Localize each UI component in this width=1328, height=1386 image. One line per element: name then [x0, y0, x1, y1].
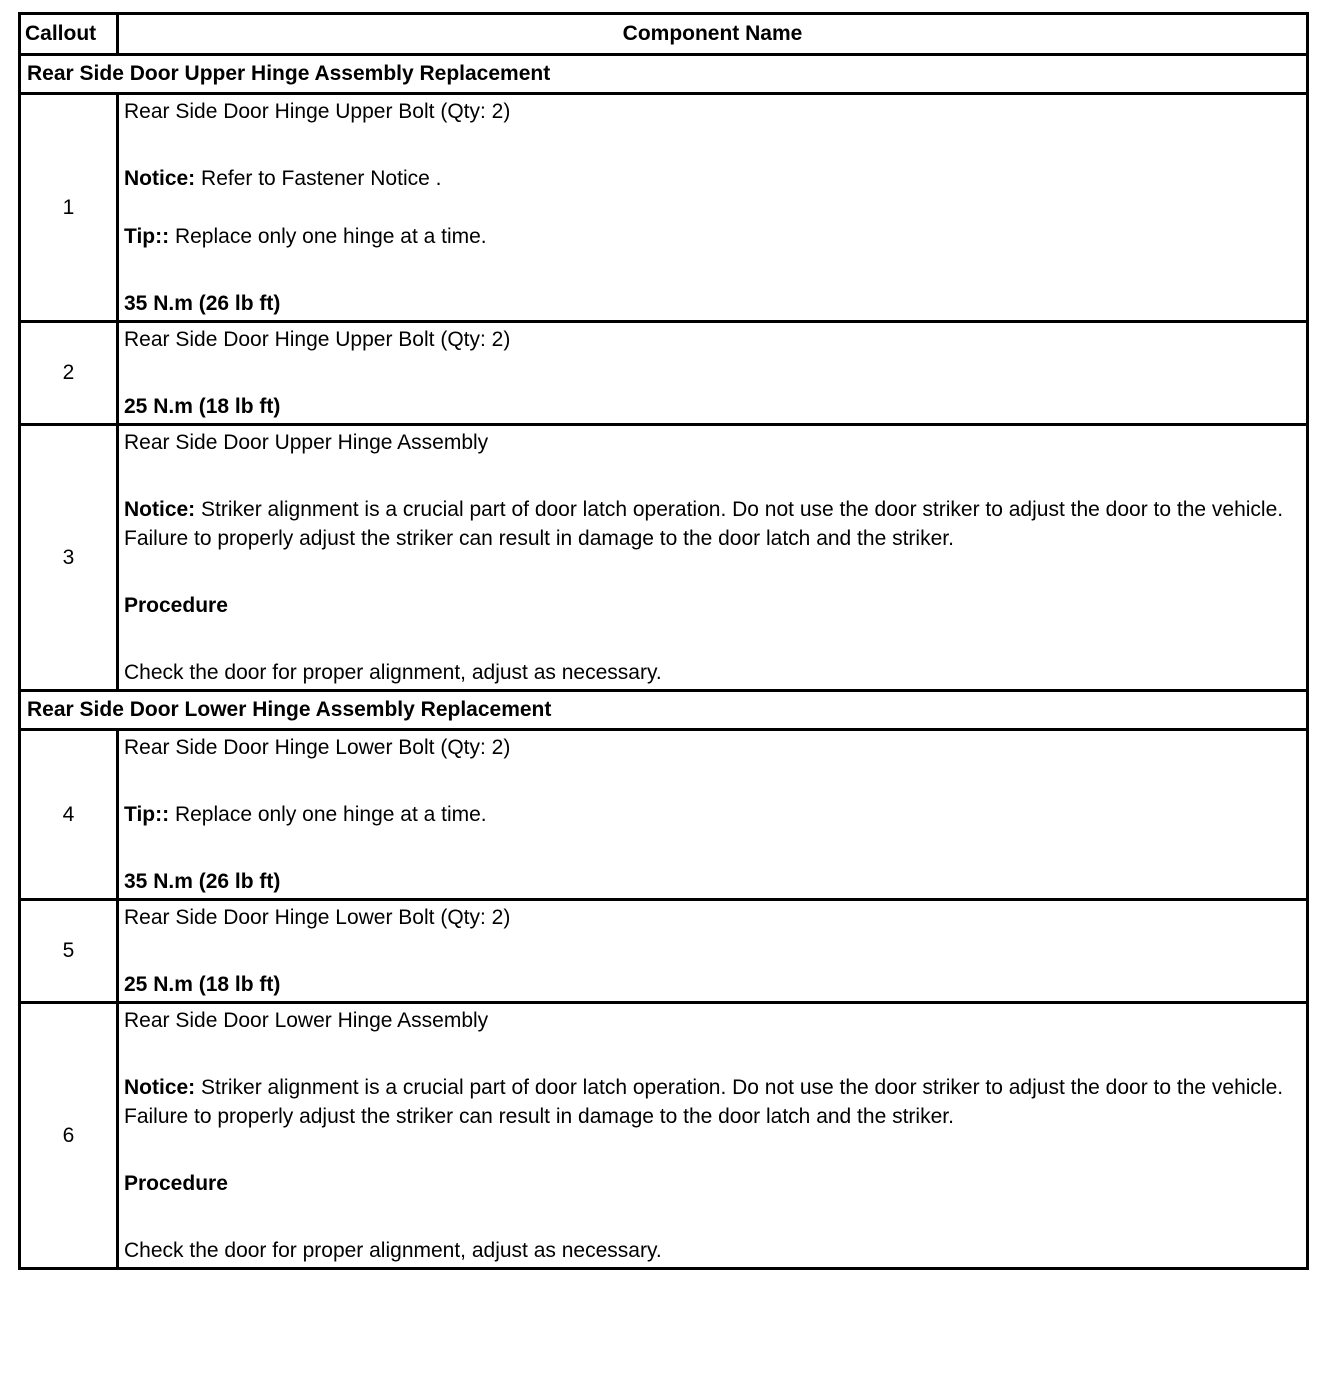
callout-number: 3	[20, 425, 118, 691]
torque-spec: 25 N.m (18 lb ft)	[124, 973, 281, 996]
procedure-label: Procedure	[124, 1172, 228, 1195]
tip-label: Tip::	[124, 803, 170, 826]
tip-body: Replace only one hinge at a time.	[169, 803, 487, 826]
section-title: Rear Side Door Lower Hinge Assembly Replacement	[20, 691, 1308, 730]
table-row	[20, 94, 1308, 322]
procedure-text: Check the door for proper alignment, adjust as necessary.	[124, 1239, 662, 1262]
component-name: Rear Side Door Upper Hinge Assembly	[124, 431, 489, 454]
notice-body: Refer to Fastener Notice .	[195, 167, 442, 190]
table-row	[20, 322, 1308, 425]
callout-number: 1	[20, 94, 118, 322]
callout-number: 5	[20, 900, 118, 1003]
component-cell	[118, 730, 1308, 900]
component-cell	[118, 94, 1308, 322]
component-cell	[118, 900, 1308, 1003]
component-cell	[118, 1003, 1308, 1269]
component-name: Rear Side Door Hinge Upper Bolt (Qty: 2)	[124, 328, 511, 351]
torque-spec: 25 N.m (18 lb ft)	[124, 395, 281, 418]
notice-text	[124, 495, 1290, 553]
section-row-lower-hinge	[20, 691, 1308, 730]
notice-label: Notice:	[124, 1076, 196, 1099]
procedure-text: Check the door for proper alignment, adjust as necessary.	[124, 661, 662, 684]
component-table	[18, 12, 1309, 1270]
torque-spec: 35 N.m (26 lb ft)	[124, 292, 281, 315]
component-cell	[118, 425, 1308, 691]
table-row	[20, 425, 1308, 691]
procedure-label: Procedure	[124, 594, 228, 617]
notice-text	[124, 164, 1290, 193]
component-name-column-header: Component Name	[118, 14, 1308, 55]
tip-label: Tip::	[124, 225, 170, 248]
table-header-row	[20, 14, 1308, 55]
section-title: Rear Side Door Upper Hinge Assembly Replacement	[20, 55, 1308, 94]
table-row	[20, 900, 1308, 1003]
component-cell	[118, 322, 1308, 425]
component-name: Rear Side Door Hinge Lower Bolt (Qty: 2)	[124, 906, 511, 929]
table-row	[20, 1003, 1308, 1269]
callout-number: 4	[20, 730, 118, 900]
notice-label: Notice:	[124, 498, 196, 521]
component-name: Rear Side Door Lower Hinge Assembly	[124, 1009, 489, 1032]
section-row-upper-hinge	[20, 55, 1308, 94]
tip-body: Replace only one hinge at a time.	[169, 225, 487, 248]
table-row	[20, 730, 1308, 900]
notice-body: Striker alignment is a crucial part of door latch operation. Do not use the door striker to adjust the door to the vehicle. Failure to properly adjust the striker can result in damage to the door latch and the striker.	[124, 1076, 1284, 1128]
callout-number: 2	[20, 322, 118, 425]
tip-text	[124, 800, 1290, 829]
callout-column-header: Callout	[20, 14, 118, 55]
component-name: Rear Side Door Hinge Upper Bolt (Qty: 2)	[124, 100, 511, 123]
torque-spec: 35 N.m (26 lb ft)	[124, 870, 281, 893]
component-name: Rear Side Door Hinge Lower Bolt (Qty: 2)	[124, 736, 511, 759]
notice-body: Striker alignment is a crucial part of door latch operation. Do not use the door striker to adjust the door to the vehicle. Failure to properly adjust the striker can result in damage to the door latch and the striker.	[124, 498, 1284, 550]
notice-text	[124, 1073, 1290, 1131]
notice-label: Notice:	[124, 167, 196, 190]
tip-text	[124, 222, 1290, 251]
callout-number: 6	[20, 1003, 118, 1269]
